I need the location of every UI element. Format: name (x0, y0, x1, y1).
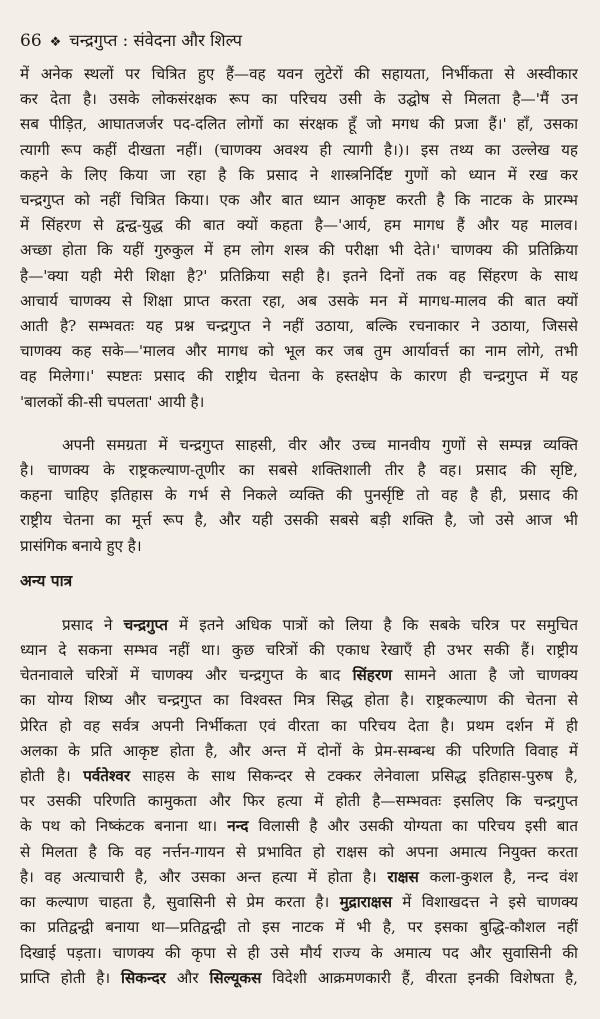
text-line (20, 865, 578, 890)
character-name: सिल्यूकस (209, 968, 262, 987)
text-line: कर देता है। उसके लोकसंरक्षक रूप का परिचय उसी के उद्घोष से मिलता है—'मैं उन (20, 90, 578, 109)
text-segment: प्रसाद ने (62, 615, 124, 634)
text-line (20, 663, 578, 688)
text-line: कहने के लिए किया जा रहा है कि प्रसाद ने शास्त्रनिर्दिष्ट गुणों को ध्यान में रख कर (20, 165, 578, 184)
character-name: चन्द्रगुप्त (123, 615, 168, 634)
text-segment: से मिलता है कि वह नर्त्तन-गायन से प्रभावित हो राक्षस को अपना अमात्य नियुक्त करता (20, 842, 578, 861)
text-line (20, 789, 578, 814)
text-line (20, 814, 578, 839)
text-line (20, 764, 578, 789)
text-line: प्रासंगिक बनाये हुए है। (20, 536, 142, 555)
text-segment: सामने आता है जो चाणक्य (392, 666, 578, 685)
text-line: है। चाणक्य के राष्ट्रकल्याण-तूणीर का सबसे शक्तिशाली तीर है वह। प्रसाद की सृष्टि, (20, 461, 578, 480)
text-segment: कला-कुशल है, नन्द वंश (418, 867, 578, 886)
text-segment: अलका के प्रति आकृष्ट होता है, और अन्त में दोनों के प्रेम-सम्बन्ध की परिणति विवाह में (20, 741, 578, 760)
text-segment: ध्यान दे सकना सम्भव नहीं था। कुछ चरित्रों की एकाध रेखाएँ ही उभर सकी हैं। राष्ट्रीय (20, 641, 578, 660)
character-name: नन्द (227, 817, 249, 836)
text-line (20, 840, 578, 865)
text-line (20, 941, 578, 966)
page-number: 66 (20, 31, 42, 51)
text-line: में सिंहरण से द्वन्द्व-युद्ध की बात क्यों कहता है—'आर्य, हम मागध हैं और यह मालव। (20, 216, 578, 235)
text-line (20, 613, 578, 638)
text-segment: के पथ को निष्कंटक बनाना था। (20, 817, 228, 836)
text-segment: विदेशी आक्रमणकारी हैं, वीरता इनकी विशेषता है, (261, 968, 578, 987)
text-line: अपनी समग्रता में चन्द्रगुप्त साहसी, वीर और उच्च मानवीय गुणों से सम्पन्न व्यक्ति (62, 435, 578, 454)
text-line: 'बालकों की-सी चपलता' आयी है। (20, 392, 205, 411)
text-line: अच्छा होता कि यहीं गुरुकुल में हम लोग शस्त्र की परीक्षा भी देते।' चाणक्य की प्रतिक्रिया (20, 241, 578, 260)
character-name: पर्वतेश्वर (83, 767, 131, 786)
text-line (20, 688, 578, 713)
text-line: कहना चाहिए इतिहास के गर्भ से निकले व्यक्ति की पुनर्सृष्टि तो वह है ही, प्रसाद की (20, 486, 578, 505)
paragraph-chandragupta-character (20, 62, 578, 415)
text-segment: विलासी है और उसकी योग्यता का परिचय इसी बात (248, 817, 578, 836)
text-segment: साहस के साथ सिकन्दर से टक्कर लेनेवाला प्रसिद्ध इतिहास-पुरुष है, (130, 767, 578, 786)
text-line: चन्द्रगुप्त को नहीं चित्रित किया। एक और बात ध्यान आकृष्ट करती है कि नाटक के प्रारम्भ (20, 191, 578, 210)
text-segment: है। वह अत्याचारी है, और उसका अन्त हत्या में होता है। (20, 867, 388, 886)
text-line: त्यागी रूप कहीं दीखता नहीं। (चाणक्य अवश्य ही त्यागी है।)। इस तथ्य का उल्लेख यह (20, 140, 578, 159)
running-title: चन्द्रगुप्त : संवेदना और शिल्प (69, 31, 243, 50)
text-segment: होती है। (20, 767, 84, 786)
text-line (20, 714, 578, 739)
text-segment: में इतने अधिक पात्रों को लिया है कि सबके चरित्र पर समुचित (167, 615, 578, 634)
character-name: सिंहरण (352, 666, 393, 685)
text-line: सब पीड़ित, आघातजर्जर पद-दलित लोगों का संरक्षक हूँ जो मगध की प्रजा हैं।' हाँ, उसका (20, 115, 578, 134)
diamond-icon: ❖ (49, 35, 62, 50)
text-line (20, 915, 578, 940)
text-line (20, 890, 578, 915)
text-line (20, 739, 578, 764)
paragraph-chandragupta-summary (20, 433, 578, 559)
text-segment: और (165, 968, 210, 987)
character-name: राक्षस (387, 867, 419, 886)
text-segment: का प्रतिद्वन्द्वी बनाया था—प्रतिद्वन्द्वी तो इस नाटक में भी है, पर इसका बुद्धि-कौशल नहीं (20, 918, 578, 937)
text-line: आचार्य चाणक्य से शिक्षा प्राप्त करता रहा, अब उसके मन में मागध-मालव की बात क्यों (20, 291, 578, 310)
text-line: में अनेक स्थलों पर चित्रित हुए हैं—वह यवन लुटेरों की सहायता, निर्भीकता से अस्वीकार (20, 65, 578, 83)
text-line: वह मिलेगा।' स्पष्टतः प्रसाद की राष्ट्रीय चेतना के हस्तक्षेप के कारण ही चन्द्रगुप्त में यह (20, 367, 578, 386)
character-name: सिकन्दर (121, 968, 166, 987)
text-line: राष्ट्रीय चेतना का मूर्त्त रूप है, और यही उसकी सबसे बड़ी शक्ति है, जो उसे आज भी (20, 511, 578, 530)
text-segment: में विशाखदत्त ने इसे चाणक्य (391, 893, 578, 912)
text-line: आती है? सम्भवतः यह प्रश्न चन्द्रगुप्त ने नहीं उठाया, बल्कि रचनाकार ने उठाया, जिससे (20, 317, 578, 336)
page-body (20, 62, 578, 991)
text-segment: प्राप्ति होती है। (20, 968, 122, 987)
text-line (20, 638, 578, 663)
text-line (20, 966, 578, 991)
paragraph-other-characters (20, 613, 578, 991)
section-heading: अन्य पात्र (20, 570, 73, 590)
page-header (20, 28, 578, 58)
text-segment: पर उसकी परिणति कामुकता और फिर हत्या में होती है—सम्भवतः इसलिए कि चन्द्रगुप्त (20, 792, 578, 811)
text-segment: दिखाई पड़ता। चाणक्य की कृपा से ही उसे मौर्य राज्य के अमात्य पद और सुवासिनी की (20, 943, 578, 962)
text-segment: चेतनावाले चरित्रों में चाणक्य और चन्द्रगुप्त के बाद (20, 666, 353, 685)
text-line: है—'क्या यही मेरी शिक्षा है?' प्रतिक्रिया सही है। इतने दिनों तक वह सिंहरण के साथ (20, 266, 578, 285)
text-segment: का कल्याण चाहता है, सुवासिनी से प्रेम करता है। (20, 893, 340, 912)
character-name: मुद्राराक्षस (339, 893, 392, 912)
text-segment: का योग्य शिष्य और चन्द्रगुप्त का विश्वस्त मित्र सिद्ध होता है। राष्ट्रकल्याण की चेतना से (20, 691, 578, 710)
text-segment: प्रेरित हो वह सर्वत्र अपनी निर्भीकता एवं वीरता का परिचय देता है। प्रथम दर्शन में ही (20, 716, 578, 735)
text-line: चाणक्य कह सके—'मालव और मागध को भूल कर जब तुम आर्यावर्त्त का नाम लोगे, तभी (20, 342, 578, 361)
